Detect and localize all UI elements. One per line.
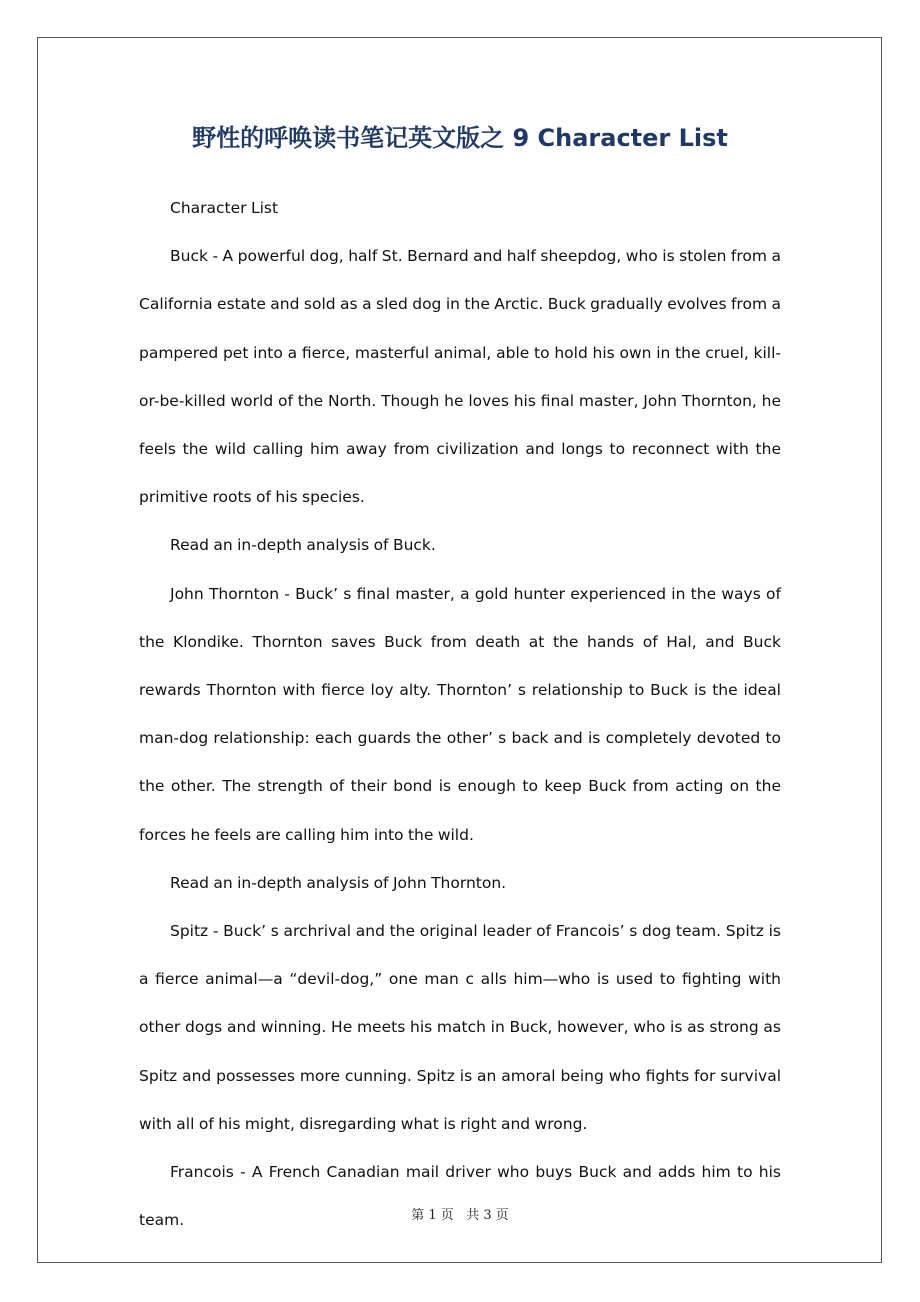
paragraph-buck: Buck - A powerful dog, half St. Bernard and half sheepdog, who is stolen from a California estate and sold as a sled dog in the Arctic. Buck gradually evolves from a pampered pet into a fierce, masterful animal, able to hold his own in the cruel, kill-or-be-killed world of the North. Though he loves his final master, John Thornton, he feels the wild calling him away from civilization and longs to reconnect with the primitive roots of his species. [139, 247, 781, 507]
paragraph-francois: Francois - A French Canadian mail driver who buys Buck and adds him to his team. [139, 1163, 781, 1230]
paragraph-heading: Character List [170, 199, 279, 217]
paragraph-thornton-analysis-link: Read an in-depth analysis of John Thornton. [170, 873, 507, 892]
page-footer [0, 1205, 920, 1227]
paragraph-spitz: Spitz - Buck’ s archrival and the original leader of Francois’ s dog team. Spitz is a fierce animal—a “devil-dog,” one man c alls him—who is used to fighting with other dogs and winning. He meets his match in Buck, however, who is as strong as Spitz and possesses more cunning. Spitz is an amoral being who fights for survival with all of his might, disregarding what is right and wrong. [139, 922, 781, 1133]
document-title: 野性的呼唤读书笔记英文版之 9 Character List [192, 124, 728, 152]
page-number: 第 1 页 [411, 1208, 454, 1223]
document-body [139, 184, 781, 1244]
page-total: 共 3 页 [466, 1208, 509, 1223]
paragraph-buck-analysis-link: Read an in-depth analysis of Buck. [170, 536, 436, 555]
paragraph-john-thornton: John Thornton - Buck’ s final master, a gold hunter experienced in the ways of the Klondike. Thornton saves Buck from death at the hands of Hal, and Buck rewards Thornton with fierce loy alty. Thornton’ s relationship to Buck is the ideal man-dog relationship: each guards the other’ s back and is completely devoted to the other. The strength of their bond is enough to keep Buck from acting on the forces he feels are calling him into the wild. [139, 584, 781, 844]
